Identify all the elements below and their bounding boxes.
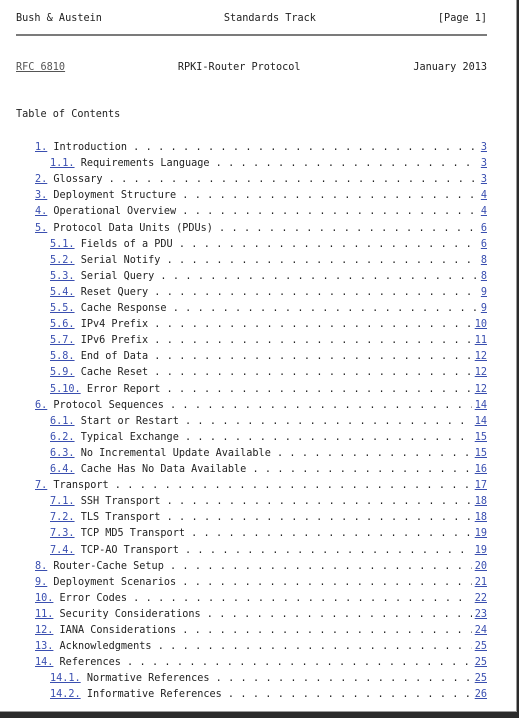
- toc-page-link[interactable]: 10: [474, 319, 487, 331]
- toc-entry[interactable]: [50, 158, 487, 172]
- toc-leader-dots: [127, 657, 472, 668]
- toc-section-title: TLS Transport: [80, 512, 167, 524]
- toc-page-link[interactable]: 19: [474, 528, 487, 540]
- toc-leader-dots: [207, 609, 472, 620]
- toc-section-number-link[interactable]: 6.1.: [50, 415, 75, 427]
- toc-section-title: IPv6 Prefix: [80, 335, 155, 347]
- toc-section-title: Reset Query: [80, 286, 155, 298]
- toc-leader-dots: [115, 480, 472, 491]
- toc-page-link[interactable]: 4: [480, 206, 487, 218]
- toc-section-number-link[interactable]: 14.2.: [50, 689, 81, 701]
- toc-section-title: Transport: [53, 480, 115, 492]
- toc-entry[interactable]: [50, 528, 487, 542]
- toc-page-link[interactable]: 12: [474, 367, 487, 379]
- toc-page-link[interactable]: 12: [474, 383, 487, 395]
- toc-section-title: Acknowledgments: [59, 641, 158, 653]
- toc-section-title: Normative References: [86, 673, 216, 685]
- toc-section-number-link[interactable]: 5.1.: [50, 238, 75, 250]
- toc-page-link[interactable]: 20: [474, 560, 487, 572]
- toc-section-number-link[interactable]: 7.2.: [50, 512, 75, 524]
- toc-leader-dots: [167, 384, 472, 395]
- toc-entry[interactable]: [35, 142, 487, 156]
- toc-entry[interactable]: [35, 561, 487, 575]
- toc-entry[interactable]: [35, 190, 487, 204]
- rfc-number-link[interactable]: RFC 6810: [16, 62, 66, 73]
- toc-section-title: Typical Exchange: [80, 431, 185, 443]
- toc-leader-dots: [182, 625, 472, 636]
- toc-entry[interactable]: [35, 625, 487, 639]
- toc-leader-dots: [154, 367, 471, 378]
- toc-section-title: No Incremental Update Available: [80, 447, 277, 459]
- toc-section-number-link[interactable]: 12.: [35, 625, 54, 636]
- toc-entry[interactable]: [50, 367, 487, 381]
- toc-entry[interactable]: [50, 384, 487, 398]
- toc-page-link[interactable]: 19: [474, 544, 487, 556]
- toc-page-link[interactable]: 26: [474, 689, 487, 701]
- toc-entry[interactable]: [50, 303, 487, 317]
- toc-entry[interactable]: [35, 400, 487, 414]
- toc-section-number-link[interactable]: 10.: [35, 592, 54, 604]
- toc-page-link[interactable]: 12: [474, 351, 487, 363]
- toc-page-link[interactable]: 6: [480, 238, 487, 250]
- page-header: [16, 13, 487, 27]
- toc-entry[interactable]: [50, 271, 487, 285]
- toc-section-number-link[interactable]: 7.4.: [50, 544, 75, 556]
- toc-leader-dots: [158, 641, 472, 652]
- toc-section-number-link[interactable]: 7.: [35, 480, 48, 492]
- toc-section-number-link[interactable]: 5.4.: [50, 286, 75, 298]
- toc-page-link[interactable]: 25: [474, 657, 487, 669]
- toc-leader-dots: [219, 223, 478, 234]
- toc-page-link[interactable]: 14: [474, 399, 487, 411]
- toc-page-link[interactable]: 22: [474, 592, 487, 604]
- toc-page-link[interactable]: 3: [480, 158, 487, 170]
- toc-section-title: Router-Cache Setup: [53, 560, 170, 572]
- toc-section-number-link[interactable]: 9.: [35, 576, 48, 588]
- toc-section-title: Protocol Sequences: [53, 399, 170, 411]
- toc-leader-dots: [182, 206, 478, 217]
- toc-leader-dots: [252, 464, 471, 475]
- page-header-authors: Bush & Austein: [16, 13, 102, 24]
- toc-page-link[interactable]: 3: [480, 142, 487, 153]
- toc-entry[interactable]: [50, 673, 487, 687]
- toc-section-title: Protocol Data Units (PDUs): [53, 222, 220, 234]
- toc-entry[interactable]: [50, 432, 487, 446]
- toc-page-link[interactable]: 16: [474, 464, 487, 475]
- toc-entry[interactable]: [50, 689, 487, 703]
- toc-leader-dots: [167, 496, 472, 507]
- toc-leader-dots: [154, 287, 478, 298]
- toc-leader-dots: [173, 303, 478, 314]
- toc-section-title: Deployment Scenarios: [53, 576, 183, 588]
- toc-leader-dots: [216, 158, 478, 169]
- toc-page-link[interactable]: 18: [474, 496, 487, 508]
- toc-section-title: Deployment Structure: [53, 190, 183, 202]
- toc-section-number-link[interactable]: 4.: [35, 206, 48, 218]
- page-header-page-number: [Page 1]: [437, 13, 487, 24]
- toc-entry[interactable]: [35, 480, 487, 494]
- toc-section-title: Error Report: [86, 383, 167, 395]
- toc-leader-dots: [167, 255, 478, 266]
- toc-section-number-link[interactable]: 13.: [35, 641, 54, 653]
- toc-entry[interactable]: [35, 223, 487, 237]
- toc-section-number-link[interactable]: 5.: [35, 222, 48, 234]
- toc-leader-dots: [170, 561, 472, 572]
- toc-leader-dots: [154, 335, 471, 346]
- toc-section-number-link[interactable]: 11.: [35, 608, 54, 620]
- toc-leader-dots: [154, 319, 471, 330]
- toc-section-title: TCP MD5 Transport: [80, 528, 192, 540]
- document-header: [16, 62, 487, 76]
- toc-entry[interactable]: [50, 351, 487, 365]
- toc-page-link[interactable]: 15: [474, 447, 487, 459]
- toc-page-link[interactable]: 3: [480, 174, 487, 186]
- toc-section-title: Operational Overview: [53, 206, 183, 218]
- toc-section-title: End of Data: [80, 351, 155, 363]
- toc-leader-dots: [185, 416, 472, 427]
- toc-section-number-link[interactable]: 5.3.: [50, 270, 75, 282]
- toc-page-link[interactable]: 11: [474, 335, 487, 347]
- toc-entry[interactable]: [35, 206, 487, 220]
- toc-section-number-link[interactable]: 8.: [35, 560, 48, 572]
- toc-entry[interactable]: [50, 545, 487, 559]
- toc-section-number-link[interactable]: 14.1.: [50, 673, 81, 685]
- toc-section-number-link[interactable]: 3.: [35, 190, 48, 202]
- toc-leader-dots: [133, 593, 472, 604]
- toc-section-number-link[interactable]: 5.9.: [50, 367, 75, 379]
- toc-entry[interactable]: [35, 641, 487, 655]
- toc-section-number-link[interactable]: 6.: [35, 399, 48, 411]
- toc-section-title: Cache Has No Data Available: [80, 464, 253, 475]
- toc-page-link[interactable]: 14: [474, 415, 487, 427]
- toc-entry[interactable]: [50, 496, 487, 510]
- toc-leader-dots: [185, 545, 472, 556]
- toc-section-number-link[interactable]: 5.8.: [50, 351, 75, 363]
- toc-entry[interactable]: [50, 416, 487, 430]
- toc-section-title: Serial Notify: [80, 254, 167, 266]
- toc-entry[interactable]: [35, 577, 487, 591]
- toc-section-title: IPv4 Prefix: [80, 319, 155, 331]
- toc-entry[interactable]: [50, 239, 487, 253]
- toc-page-link[interactable]: 15: [474, 431, 487, 443]
- toc-leader-dots: [182, 577, 471, 588]
- toc-section-number-link[interactable]: 14.: [35, 657, 54, 669]
- toc-leader-dots: [133, 142, 478, 153]
- toc-section-title: Error Codes: [59, 592, 134, 604]
- toc-leader-dots: [170, 400, 472, 411]
- toc-section-title: Cache Response: [80, 303, 173, 314]
- toc-page-link[interactable]: 25: [474, 641, 487, 653]
- page-header-divider: [16, 34, 487, 36]
- toc-section-title: Serial Query: [80, 270, 161, 282]
- toc-page-link[interactable]: 9: [480, 286, 487, 298]
- toc-leader-dots: [277, 448, 472, 459]
- toc-section-number-link[interactable]: 5.5.: [50, 303, 75, 314]
- toc-page-link[interactable]: 23: [474, 608, 487, 620]
- toc-page-link[interactable]: 9: [480, 303, 487, 314]
- toc-page-link[interactable]: 18: [474, 512, 487, 524]
- toc-entry[interactable]: [35, 657, 487, 671]
- toc-entry[interactable]: [35, 609, 487, 623]
- toc-entry[interactable]: [35, 593, 487, 607]
- toc-section-title: IANA Considerations: [59, 625, 183, 636]
- toc-section-title: TCP-AO Transport: [80, 544, 185, 556]
- toc-section-number-link[interactable]: 5.7.: [50, 335, 75, 347]
- toc-leader-dots: [185, 432, 472, 443]
- toc-section-number-link[interactable]: 5.2.: [50, 254, 75, 266]
- document-date: January 2013: [413, 62, 487, 73]
- toc-section-title: Start or Restart: [80, 415, 185, 427]
- toc-leader-dots: [228, 689, 472, 700]
- toc-page-link[interactable]: 4: [480, 190, 487, 202]
- page-header-track: Standards Track: [223, 13, 316, 24]
- toc-heading: Table of Contents: [16, 109, 121, 120]
- toc-page-link[interactable]: 6: [480, 222, 487, 234]
- toc-section-number-link[interactable]: 6.4.: [50, 464, 75, 475]
- toc-section-title: Glossary: [53, 174, 109, 186]
- toc-leader-dots: [191, 528, 472, 539]
- toc-section-number-link[interactable]: 6.2.: [50, 431, 75, 443]
- toc-section-number-link[interactable]: 6.3.: [50, 447, 75, 459]
- toc-section-title: SSH Transport: [80, 496, 167, 508]
- toc-section-number-link[interactable]: 2.: [35, 174, 48, 186]
- toc-page-link[interactable]: 21: [474, 576, 487, 588]
- toc-section-number-link[interactable]: 7.1.: [50, 496, 75, 508]
- toc-section-title: Requirements Language: [80, 158, 216, 170]
- toc-section-title: Security Considerations: [59, 608, 207, 620]
- toc-leader-dots: [109, 174, 478, 185]
- toc-page-link[interactable]: 8: [480, 270, 487, 282]
- toc-entry[interactable]: [50, 335, 487, 349]
- toc-leader-dots: [216, 673, 472, 684]
- toc-page-link[interactable]: 24: [474, 625, 487, 636]
- toc-section-title: References: [59, 657, 128, 669]
- toc-entry[interactable]: [50, 255, 487, 269]
- toc-section-number-link[interactable]: 7.3.: [50, 528, 75, 540]
- toc-section-number-link[interactable]: 1.1.: [50, 158, 75, 170]
- document-short-title: RPKI-Router Protocol: [177, 62, 301, 73]
- toc-entry[interactable]: [50, 512, 487, 526]
- toc-section-title: Informative References: [86, 689, 228, 701]
- toc-leader-dots: [179, 239, 478, 250]
- toc-entry[interactable]: [35, 174, 487, 188]
- toc-section-title: Introduction: [53, 142, 134, 153]
- toc-leader-dots: [182, 190, 478, 201]
- toc-leader-dots: [160, 271, 477, 282]
- toc-section-number-link[interactable]: 5.10.: [50, 383, 81, 395]
- toc-page-link[interactable]: 25: [474, 673, 487, 685]
- toc-page-link[interactable]: 8: [480, 254, 487, 266]
- toc-section-title: Cache Reset: [80, 367, 155, 379]
- toc-section-number-link[interactable]: 1.: [35, 142, 48, 153]
- toc-entry[interactable]: [50, 448, 487, 462]
- toc-page-link[interactable]: 17: [474, 480, 487, 492]
- toc-leader-dots: [167, 512, 472, 523]
- toc-section-number-link[interactable]: 5.6.: [50, 319, 75, 331]
- toc-entry[interactable]: [50, 287, 487, 301]
- toc-entry[interactable]: [50, 319, 487, 333]
- toc-section-title: Fields of a PDU: [80, 238, 179, 250]
- toc-entry[interactable]: [50, 464, 487, 478]
- toc-leader-dots: [154, 351, 471, 362]
